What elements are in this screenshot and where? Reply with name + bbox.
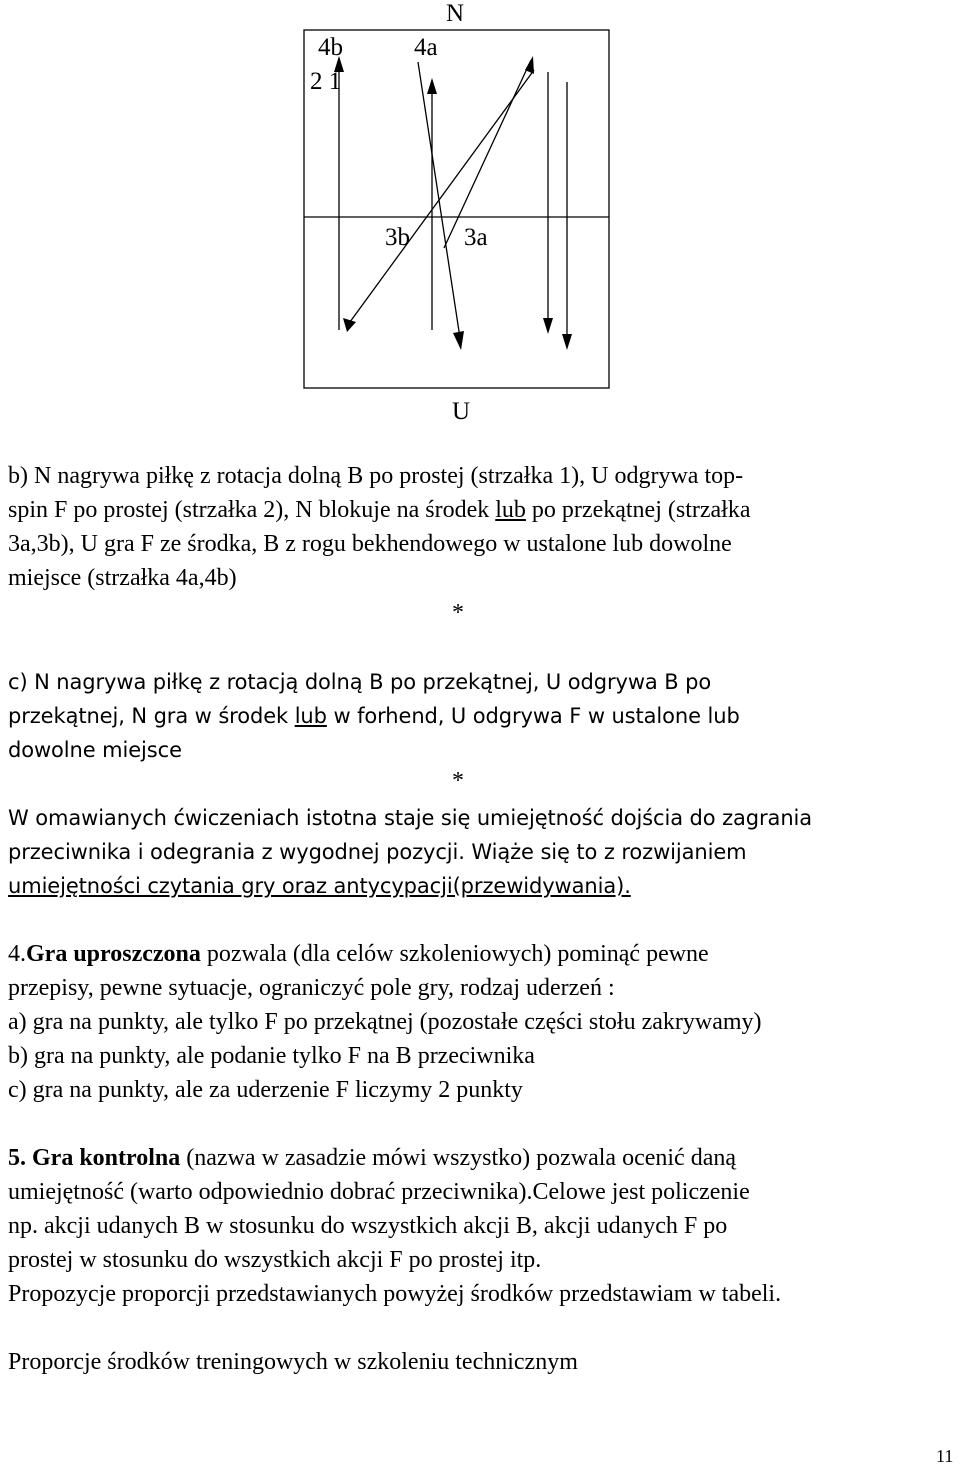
arrow-4b-diagonal: [347, 70, 534, 326]
section-c-line-3: dowolne miejsce: [8, 738, 182, 762]
section-4-item-c: c) gra na punkty, ale za uderzenie F liczymy 2 punkty: [8, 1077, 523, 1103]
section-c-line-2: [8, 702, 740, 730]
table-caption: Proporcje środków treningowych w szkoleniu technicznym: [8, 1349, 578, 1375]
label-4b: 4b: [318, 34, 343, 61]
paragraph-w-line-1: W omawianych ćwiczeniach istotna staje się umiejętność dojścia do zagrania: [8, 806, 813, 830]
section-4-item-a: a) gra na punkty, ale tylko F po przekątnej (pozostałe części stołu zakrywamy): [8, 1009, 762, 1035]
page-number: 11: [936, 1446, 954, 1466]
paragraph-w-line-3: [8, 872, 631, 900]
section-c-line-2-text: przekątnej, N gra w środek: [8, 704, 295, 728]
arrow-4a-head: [427, 78, 437, 94]
section-4-line-1-rest: pozwala (dla celów szkoleniowych) pominąć pewne: [200, 941, 709, 967]
label-2-1: 2 1: [310, 68, 342, 95]
arrow-3b-head: [543, 318, 553, 334]
arrow-2-diagonal: [444, 60, 531, 248]
section-5-line-2: umiejętność (warto odpowiednio dobrać przeciwnika).Celowe jest policzenie: [8, 1179, 750, 1205]
section-4-number: 4.: [8, 941, 26, 967]
section-5-heading: 5. Gra kontrolna: [8, 1145, 181, 1171]
paragraph-w-line-2: przeciwnika i odegrania z wygodnej pozycji. Wiąże się to z rozwijaniem: [8, 840, 747, 864]
section-c-line-1: c) N nagrywa piłkę z rotacją dolną B po przekątnej, U odgrywa B po: [8, 670, 712, 694]
section-5-line-4: prostej w stosunku do wszystkich akcji F po prostej itp.: [8, 1247, 542, 1273]
label-3b: 3b: [385, 224, 410, 251]
section-4-line-1: [8, 940, 709, 968]
separator-star-2: *: [452, 768, 464, 794]
section-5-line-5: Propozycje proporcji przedstawianych powyżej środków przedstawiam w tabeli.: [8, 1281, 782, 1307]
section-b-line-4: miejsce (strzałka 4a,4b): [8, 565, 237, 591]
section-c-line-2-rest: w forhend, U odgrywa F w ustalone lub: [326, 704, 740, 728]
label-4a: 4a: [414, 34, 438, 61]
section-5-line-3: np. akcji udanych B w stosunku do wszystkich akcji B, akcji udanych F po: [8, 1213, 728, 1239]
section-b-line-2-rest: po przekątnej (strzałka: [525, 497, 751, 523]
section-b-line-2: [8, 496, 750, 524]
label-n: N: [446, 0, 465, 27]
arrow-3a: [418, 62, 460, 338]
label-3a: 3a: [464, 224, 488, 251]
label-u: U: [452, 398, 471, 425]
section-b-line-3: 3a,3b), U gra F ze środka, B z rogu bekhendowego w ustalone lub dowolne: [8, 531, 732, 557]
section-5-line-1: [8, 1144, 736, 1172]
section-4-line-2: przepisy, pewne sytuacje, ograniczyć pole gry, rodzaj uderzeń :: [8, 975, 615, 1001]
section-4-item-b: b) gra na punkty, ale podanie tylko F na B przeciwnika: [8, 1043, 535, 1069]
section-b-line-1: b) N nagrywa piłkę z rotacja dolną B po prostej (strzałka 1), U odgrywa top-: [8, 463, 744, 489]
court-diagram: [0, 0, 960, 440]
arrow-4b-head: [343, 318, 356, 332]
section-4-heading: Gra uproszczona: [26, 941, 201, 967]
separator-star-1: *: [452, 600, 464, 626]
paragraph-w-underlined: umiejętności czytania gry oraz antycypacji(przewidywania).: [8, 874, 631, 898]
section-c-lub: lub: [294, 704, 327, 728]
arrow-3a-head: [453, 331, 464, 350]
section-b-lub: lub: [495, 497, 526, 523]
arrow-down-right-head: [562, 334, 572, 350]
section-5-line-1-rest: (nazwa w zasadzie mówi wszystko) pozwala ocenić daną: [180, 1145, 737, 1171]
section-b-line-2-text: spin F po prostej (strzałka 2), N blokuje na środek: [8, 497, 496, 523]
